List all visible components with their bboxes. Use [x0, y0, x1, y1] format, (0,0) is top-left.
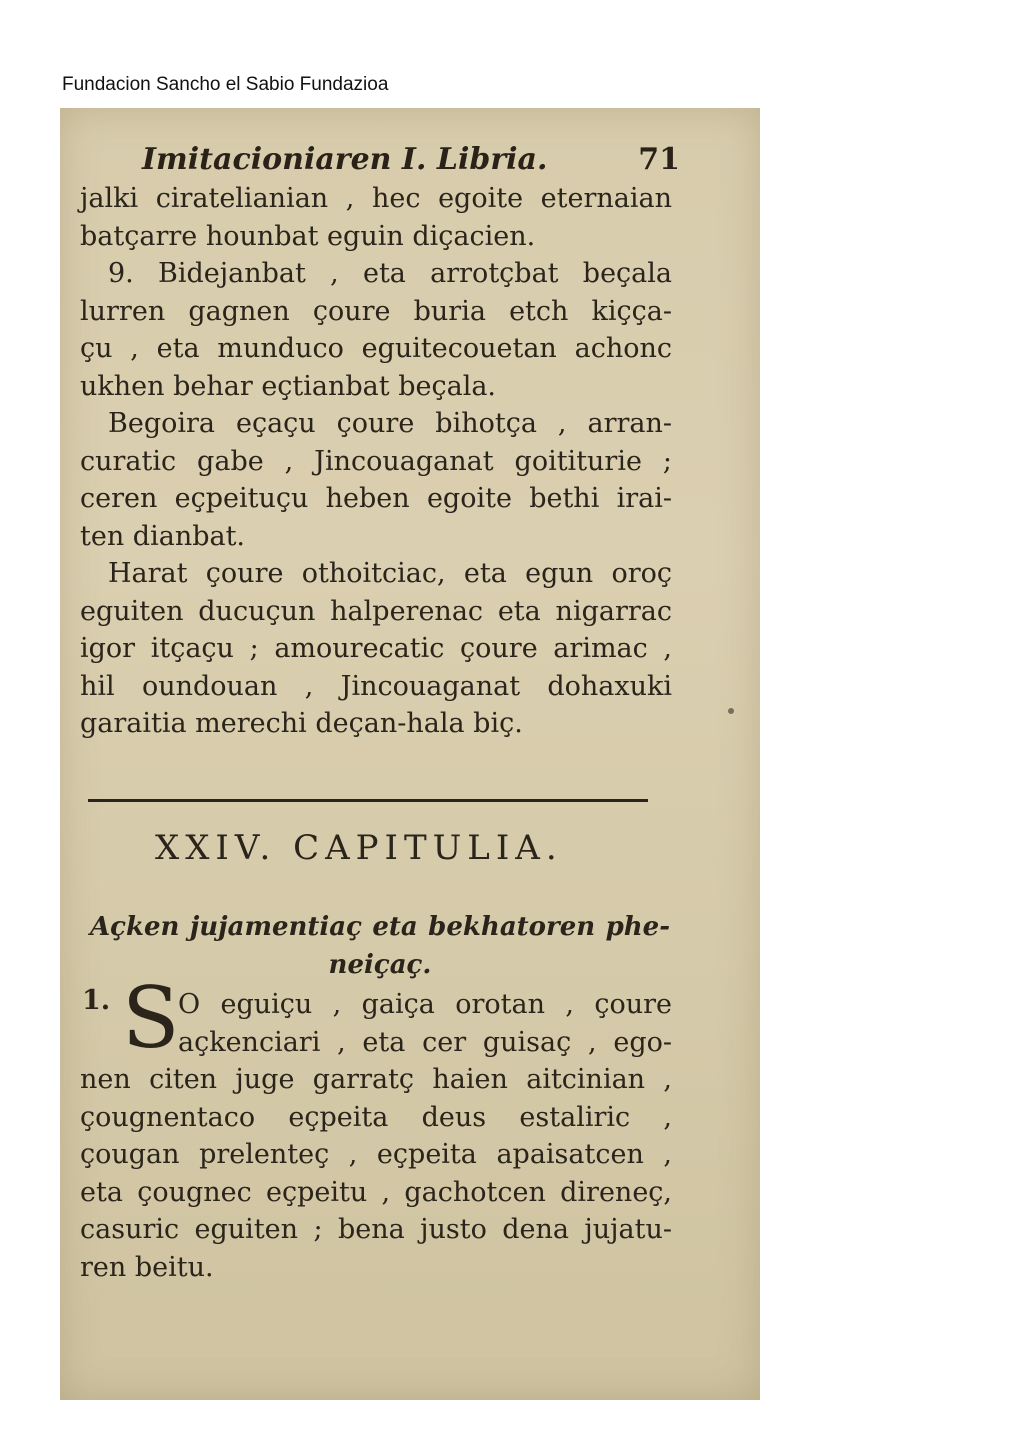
text-line: batçarre hounbat eguin diçacien. — [80, 220, 536, 252]
text-line: ten dianbat. — [80, 520, 246, 552]
text-line: hil oundouan , Jincouaganat dohaxuki — [80, 670, 672, 702]
subtitle-line: Açken jujamentiaç eta bekhatoren phe- — [90, 912, 670, 942]
chapter-heading: XXIV. CAPITULIA. — [155, 828, 563, 868]
text-line: çougnentaco eçpeita deus estaliric , — [80, 1101, 672, 1133]
drop-cap: S — [122, 969, 180, 1067]
text-line: açkenciari , eta cer guisaç , ego- — [178, 1026, 672, 1058]
ink-spot — [728, 708, 734, 714]
text-line: çu , eta munduco eguitecouetan achonc — [80, 333, 672, 364]
text-line: nen citen juge garratç haien aitcinian , — [80, 1064, 672, 1095]
text-line: çougan prelenteç , eçpeita apaisatcen , — [80, 1139, 672, 1170]
running-title: Imitacioniaren I. Libria. — [142, 142, 548, 177]
archive-header: Fundacion Sancho el Sabio Fundazioa — [62, 74, 389, 95]
text-line: 9. Bidejanbat , eta arrotçbat beçala — [108, 258, 672, 289]
text-line: Harat çoure othoitciac, eta egun oroç — [108, 558, 672, 589]
paragraph-3 — [80, 555, 672, 743]
paragraph-1 — [80, 180, 672, 405]
text-line: jalki ciratelianian , hec egoite eternaian — [80, 183, 672, 214]
text-line: lurren gagnen çoure buria etch kiçça- — [80, 295, 672, 327]
text-line: garaitia merechi deçan-hala biç. — [80, 708, 523, 739]
text-line: eta çougnec eçpeitu , gachotcen direneç, — [80, 1176, 672, 1208]
paragraph-4 — [80, 1061, 672, 1286]
subtitle-line: neiçaç. — [328, 950, 432, 980]
text-line: curatic gabe , Jincouaganat goititurie ; — [80, 445, 672, 477]
verse-number: 1. — [82, 985, 111, 1016]
paragraph-2 — [80, 405, 672, 555]
text-line: Begoira eçaçu çoure bihotça , arran- — [108, 408, 672, 439]
paragraph-4-dropcap-lines — [178, 986, 672, 1061]
text-line: casuric eguiten ; bena justo dena jujatu- — [80, 1214, 672, 1245]
text-line: ren beitu. — [80, 1251, 214, 1283]
scanned-page — [60, 108, 760, 1400]
text-line: eguiten ducuçun halperenac eta nigarrac — [80, 595, 672, 627]
text-line: igor itçaçu ; amourecatic çoure arimac , — [80, 633, 672, 664]
page-number: 71 — [638, 142, 680, 177]
text-line: ukhen behar eçtianbat beçala. — [80, 370, 497, 402]
text-line: O eguiçu , gaiça orotan , çoure — [178, 989, 672, 1020]
text-line: ceren eçpeituçu heben egoite bethi irai- — [80, 483, 672, 514]
section-divider — [88, 799, 648, 802]
